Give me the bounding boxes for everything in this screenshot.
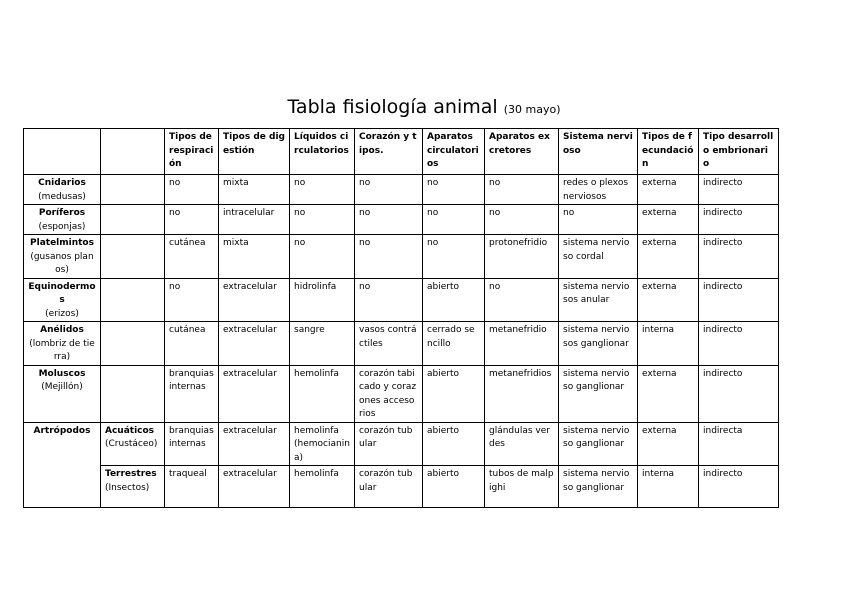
table-cell: no: [355, 205, 423, 235]
table-cell: interna: [638, 466, 699, 508]
table-cell: corazón tubular: [355, 466, 423, 508]
subgroup-cell: [101, 322, 165, 366]
table-cell: mixta: [219, 235, 290, 279]
table-cell: abierto: [423, 422, 485, 466]
table-cell: indirecto: [699, 235, 779, 279]
animal-group-cell: [24, 322, 101, 366]
table-cell: indirecta: [699, 422, 779, 466]
table-cell: no: [423, 205, 485, 235]
subgroup-cell: [101, 278, 165, 322]
table-cell: vasos contráctiles: [355, 322, 423, 366]
animal-group-cell: [24, 235, 101, 279]
table-cell: traqueal: [165, 466, 219, 508]
animal-group-name: Equinodermos: [28, 281, 96, 305]
animal-group-example: (esponjas): [38, 221, 86, 232]
animal-group-name: Cnidarios: [38, 178, 86, 188]
table-cell: sistema nerviosos anular: [559, 278, 638, 322]
table-cell: externa: [638, 205, 699, 235]
table-row: [24, 422, 779, 466]
table-cell: hemolinfa: [290, 466, 355, 508]
table-cell: metanefridios: [485, 365, 559, 422]
column-header: [101, 129, 165, 175]
subgroup-example: (Insectos): [105, 482, 150, 493]
animal-group-name: Poríferos: [38, 208, 86, 218]
animal-group-cell: [24, 278, 101, 322]
table-cell: no: [423, 175, 485, 205]
animal-group-name: Moluscos: [38, 368, 86, 379]
physiology-table: [23, 128, 779, 508]
column-header: Aparatos excretores: [485, 129, 559, 175]
table-cell: no: [165, 175, 219, 205]
subgroup-cell: [101, 422, 165, 466]
animal-group-example: (gusanos planos): [30, 251, 94, 275]
column-header: Aparatos circulatorios: [423, 129, 485, 175]
table-cell: branquias internas: [165, 422, 219, 466]
table-cell: no: [485, 175, 559, 205]
table-cell: extracelular: [219, 365, 290, 422]
column-header: Corazón y tipos.: [355, 129, 423, 175]
table-cell: externa: [638, 365, 699, 422]
table-cell: sistema nervioso ganglionar: [559, 422, 638, 466]
table-cell: extracelular: [219, 278, 290, 322]
subgroup-name: Acuáticos: [105, 425, 155, 436]
subgroup-cell: [101, 365, 165, 422]
table-cell: abierto: [423, 278, 485, 322]
title-date: (30 mayo): [503, 103, 561, 116]
table-cell: hemolinfa (hemocianina): [290, 422, 355, 466]
column-header: Tipos de respiración: [165, 129, 219, 175]
table-cell: externa: [638, 175, 699, 205]
table-row: [24, 365, 779, 422]
table-cell: sistema nervioso cordal: [559, 235, 638, 279]
table-row: [24, 205, 779, 235]
table-cell: no: [355, 278, 423, 322]
animal-group-name: Platelmintos: [30, 238, 94, 248]
animal-group-cell: [24, 175, 101, 205]
animal-group-cell: Artrópodos: [24, 422, 101, 508]
table-cell: hidrolinfa: [290, 278, 355, 322]
table-cell: intracelular: [219, 205, 290, 235]
table-cell: indirecto: [699, 322, 779, 366]
table-cell: no: [485, 278, 559, 322]
table-cell: indirecto: [699, 278, 779, 322]
table-cell: extracelular: [219, 422, 290, 466]
table-cell: mixta: [219, 175, 290, 205]
table-cell: sangre: [290, 322, 355, 366]
table-cell: abierto: [423, 466, 485, 508]
animal-group-cell: [24, 205, 101, 235]
column-header: Tipo desarrollo embrionario: [699, 129, 779, 175]
subgroup-cell: [101, 205, 165, 235]
table-cell: indirecto: [699, 466, 779, 508]
table-cell: no: [165, 278, 219, 322]
animal-group-example: (medusas): [38, 191, 86, 202]
table-cell: corazón tabicado y corazones accesorios: [355, 365, 423, 422]
subgroup-example: (Crustáceo): [105, 439, 158, 449]
table-cell: sistema nervioso ganglionar: [559, 365, 638, 422]
table-cell: no: [423, 235, 485, 279]
subgroup-cell: [101, 175, 165, 205]
table-cell: protonefridio: [485, 235, 559, 279]
table-cell: tubos de malpighi: [485, 466, 559, 508]
table-cell: no: [355, 235, 423, 279]
table-cell: no: [290, 235, 355, 279]
table-cell: interna: [638, 322, 699, 366]
table-cell: cutánea: [165, 322, 219, 366]
table-cell: no: [290, 175, 355, 205]
column-header: Tipos de digestión: [219, 129, 290, 175]
table-cell: sistema nerviosos ganglionar: [559, 322, 638, 366]
subgroup-cell: [101, 466, 165, 508]
subgroup-name: Terrestres: [105, 469, 157, 479]
subgroup-cell: [101, 235, 165, 279]
column-header: Líquidos circulatorios: [290, 129, 355, 175]
column-header: Tipos de fecundación: [638, 129, 699, 175]
table-cell: no: [165, 205, 219, 235]
animal-group-cell: [24, 365, 101, 422]
table-cell: corazón tubular: [355, 422, 423, 466]
animal-group-example: (Mejillón): [41, 382, 83, 392]
column-header: Sistema nervioso: [559, 129, 638, 175]
table-row: [24, 322, 779, 366]
table-cell: abierto: [423, 365, 485, 422]
table-cell: no: [355, 175, 423, 205]
animal-group-name: Anélidos: [40, 325, 84, 335]
table-cell: externa: [638, 278, 699, 322]
table-cell: indirecto: [699, 205, 779, 235]
table-row: [24, 175, 779, 205]
table-row: [24, 466, 779, 508]
table-cell: extracelular: [219, 466, 290, 508]
page-title: [0, 96, 848, 118]
table-cell: branquias internas: [165, 365, 219, 422]
table-cell: no: [485, 205, 559, 235]
table-cell: hemolinfa: [290, 365, 355, 422]
title-text: Tabla fisiología animal: [287, 96, 498, 118]
table-cell: cutánea: [165, 235, 219, 279]
table-cell: externa: [638, 422, 699, 466]
table-cell: indirecto: [699, 175, 779, 205]
table-cell: indirecto: [699, 365, 779, 422]
table-cell: cerrado sencillo: [423, 322, 485, 366]
table-cell: glándulas verdes: [485, 422, 559, 466]
table-body: [24, 129, 779, 508]
animal-group-example: (erizos): [45, 308, 79, 319]
table-cell: sistema nervioso ganglionar: [559, 466, 638, 508]
table-cell: metanefridio: [485, 322, 559, 366]
animal-group-example: (lombriz de tierra): [29, 338, 95, 362]
table-row: [24, 235, 779, 279]
column-header: [24, 129, 101, 175]
header-row: [24, 129, 779, 175]
table-cell: no: [290, 205, 355, 235]
table-cell: externa: [638, 235, 699, 279]
table-cell: no: [559, 205, 638, 235]
table-cell: extracelular: [219, 322, 290, 366]
table-cell: redes o plexos nerviosos: [559, 175, 638, 205]
table-row: [24, 278, 779, 322]
